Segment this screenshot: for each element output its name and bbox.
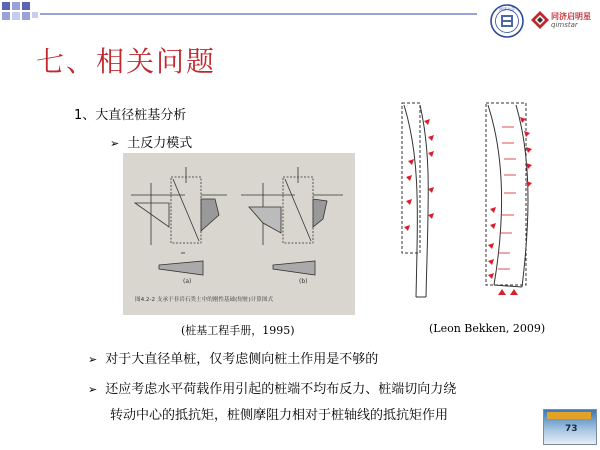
arrow-bullet-icon: ➢: [88, 383, 98, 396]
subheading-bullet: [110, 132, 192, 151]
university-seal-logo: [490, 4, 524, 38]
badge-strip: [547, 412, 591, 419]
brand-name-cn: 同济启明星: [551, 12, 591, 21]
bullet-text: 对于大直径单桩，仅考虑侧向桩土作用是不够的: [105, 352, 379, 367]
seal-text: 同济大学: [499, 6, 515, 12]
arrow-bullet-icon: ➢: [88, 353, 98, 366]
bullet-item: [88, 348, 378, 367]
brand-diamond-icon: [530, 10, 550, 30]
corner-decoration: [0, 0, 40, 28]
right-figure-caption: (Leon Bekken, 2009): [429, 322, 546, 335]
subfig-b-label: (b): [299, 278, 308, 285]
arrow-bullet-icon: ➢: [110, 137, 120, 150]
brand-logo: [530, 10, 596, 32]
left-figure-caption: (桩基工程手册，1995): [181, 324, 295, 337]
slide-title: 七、相关问题: [36, 45, 217, 78]
page-number: 73: [565, 424, 578, 434]
bullet-text: 还应考虑水平荷载作用引起的桩端不均布反力、桩端切向力绕: [105, 382, 457, 397]
subheading-text: 土反力模式: [127, 136, 193, 151]
pile-soil-reaction-figure: [398, 97, 541, 310]
handbook-figure-caption: 图4.2-2 支承于非岩石类土中的刚性基础(短桩)计算图式: [135, 297, 274, 303]
header-rule: [40, 13, 477, 15]
handbook-diagram-figure: [123, 153, 355, 315]
bullet-continuation: 转动中心的抵抗矩，桩侧摩阻力相对于桩轴线的抵抗矩作用: [110, 408, 449, 423]
page-number-badge: [543, 409, 597, 445]
section-heading: 1、大直径桩基分析: [74, 108, 187, 123]
brand-name-en: qimstar: [551, 21, 578, 29]
bullet-item: [88, 378, 456, 397]
subfig-a-label: (a): [183, 278, 192, 285]
